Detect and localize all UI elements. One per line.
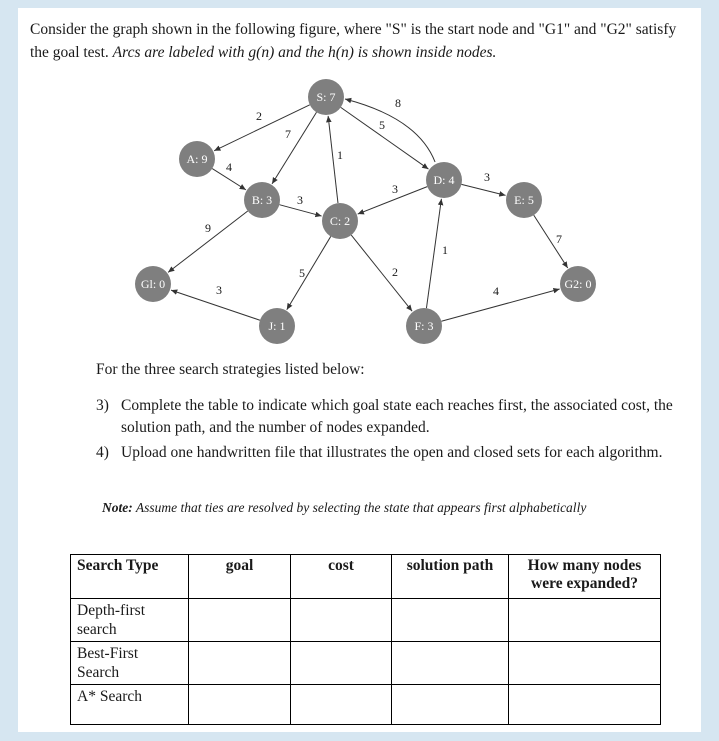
list-text: Upload one handwritten file that illustrates the open and closed sets for each algorithm. <box>121 444 663 461</box>
header-goal: goal <box>189 555 291 599</box>
edge-cost-label: 9 <box>205 221 211 235</box>
edge-f-g2 <box>441 289 559 321</box>
header-search-type: Search Type <box>71 555 189 599</box>
header-cost: cost <box>291 555 392 599</box>
graph-node-s <box>308 79 344 115</box>
table-header-row <box>71 555 661 599</box>
edge-cost-label: 5 <box>379 118 385 132</box>
edge-cost-label: 3 <box>216 283 222 297</box>
edge-cost-label: 8 <box>395 96 401 110</box>
intro-text: Consider the graph shown in the following figure, where "S" is the start node and "G1" and "G2" satisfy the goal test. <box>30 21 677 61</box>
edge-c-f <box>351 235 412 311</box>
node-label: S: 7 <box>316 90 336 104</box>
edge-cost-label: 2 <box>256 109 262 123</box>
question-panel <box>18 8 701 732</box>
cell-path[interactable] <box>392 685 509 725</box>
strategies-intro: For the three search strategies listed below: <box>96 361 365 378</box>
results-table <box>70 554 661 725</box>
list-text: Complete the table to indicate which goal state each reaches first, the associated cost, the solution path, and the number of nodes expanded. <box>121 397 673 436</box>
cell-search-type: A* Search <box>71 685 189 725</box>
list-number: 3) <box>96 397 109 414</box>
node-label: J: 1 <box>268 319 286 333</box>
edge-cost-label: 7 <box>285 127 291 141</box>
cell-cost[interactable] <box>291 642 392 685</box>
note <box>102 500 692 516</box>
node-label: A: 9 <box>186 152 208 166</box>
edge-cost-label: 3 <box>392 182 398 196</box>
cell-goal[interactable] <box>189 599 291 642</box>
table-row <box>71 642 661 685</box>
node-label: G2: 0 <box>564 277 592 291</box>
graph-node-a <box>179 141 215 177</box>
cell-expanded[interactable] <box>509 642 661 685</box>
edge-s-d <box>341 107 429 169</box>
cell-expanded[interactable] <box>509 599 661 642</box>
edge-cost-label: 1 <box>337 148 343 162</box>
edge-d-e <box>461 184 505 195</box>
list-item <box>96 395 686 439</box>
edge-cost-label: 3 <box>297 193 303 207</box>
list-number: 4) <box>96 444 109 461</box>
cell-cost[interactable] <box>291 599 392 642</box>
cell-path[interactable] <box>392 599 509 642</box>
graph-node-j <box>259 308 295 344</box>
graph-node-d <box>426 162 462 198</box>
edge-e-g2 <box>534 215 568 268</box>
search-graph-figure <box>18 8 701 353</box>
intro-italic-text: Arcs are labeled with g(n) and the h(n) is shown inside nodes. <box>112 44 497 61</box>
edge-cost-label: 3 <box>484 170 490 184</box>
edge-cost-label: 4 <box>226 160 232 174</box>
edge-cost-label: 1 <box>442 243 448 257</box>
edge-d-s <box>345 99 435 162</box>
graph-node-c <box>322 203 358 239</box>
table-row <box>71 685 661 725</box>
table-row <box>71 599 661 642</box>
graph-node-g2 <box>560 266 596 302</box>
edge-c-j <box>287 236 331 309</box>
node-label: Gl: 0 <box>140 277 166 291</box>
edge-cost-label: 7 <box>556 232 562 246</box>
header-nodes-expanded: How many nodes were expanded? <box>509 555 661 599</box>
cell-path[interactable] <box>392 642 509 685</box>
edge-cost-label: 4 <box>493 284 499 298</box>
graph-node-b <box>244 182 280 218</box>
edge-cost-label: 2 <box>392 265 398 279</box>
list-item <box>96 442 686 464</box>
cell-expanded[interactable] <box>509 685 661 725</box>
cell-goal[interactable] <box>189 685 291 725</box>
cell-search-type: Best-First Search <box>71 642 189 685</box>
edge-cost-label: 5 <box>299 266 305 280</box>
node-label: B: 3 <box>251 193 273 207</box>
graph-node-f <box>406 308 442 344</box>
cell-cost[interactable] <box>291 685 392 725</box>
edge-s-b <box>272 112 316 184</box>
cell-goal[interactable] <box>189 642 291 685</box>
node-label: C: 2 <box>329 214 351 228</box>
header-solution-path: solution path <box>392 555 509 599</box>
graph-node-g1 <box>135 266 171 302</box>
cell-search-type: Depth-first search <box>71 599 189 642</box>
instruction-list <box>96 395 686 467</box>
note-text: Assume that ties are resolved by selecting the state that appears first alphabetically <box>132 500 587 515</box>
graph-node-e <box>506 182 542 218</box>
edge-f-d <box>426 199 441 308</box>
note-label: Note: <box>102 500 133 515</box>
node-label: F: 3 <box>414 319 434 333</box>
node-label: D: 4 <box>433 173 455 187</box>
node-label: E: 5 <box>514 193 534 207</box>
